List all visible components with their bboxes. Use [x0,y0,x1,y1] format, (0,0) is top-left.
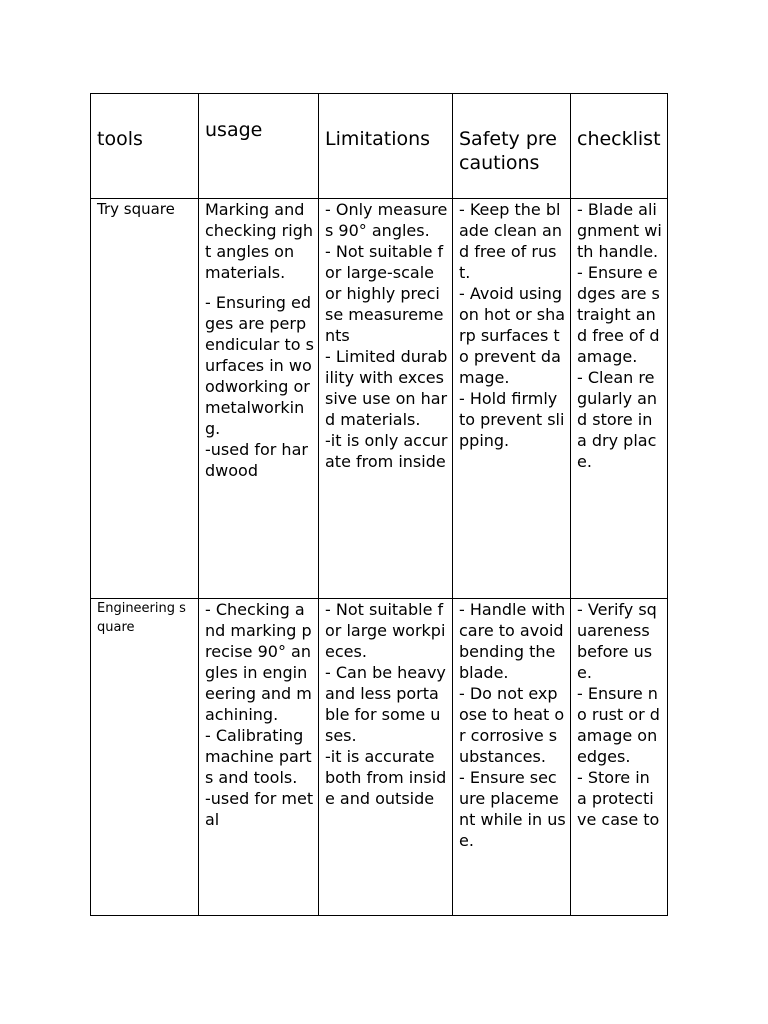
usage-cell [199,199,319,599]
usage-text: - Ensuring edges are perpendicular to surfaces in woodworking or metalworking. -used for hardwood [205,293,314,480]
safety-cell: - Keep the blade clean and free of rust. - Avoid using on hot or sharp surfaces to prevent damage. - Hold firmly to prevent slipping. [453,199,571,599]
safety-cell: - Handle with care to avoid bending the blade. - Do not expose to heat or corrosive substances. - Ensure secure placement while in use. [453,599,571,916]
table-row [91,199,668,599]
header-tools: tools [91,94,199,199]
tool-name-cell: Try square [91,199,199,599]
limitations-cell: - Not suitable for large workpieces. - Can be heavy and less portable for some uses. -it is accurate both from inside and outside [319,599,453,916]
tools-table [90,93,668,916]
tool-name-cell: Engineering square [91,599,199,916]
header-row [91,94,668,199]
header-limitations: Limitations [319,94,453,199]
header-checklist: checklist [571,94,668,199]
table-row [91,599,668,916]
header-safety-precautions: Safety precautions [453,94,571,199]
usage-text: Marking and checking right angles on materials. [205,200,313,282]
limitations-cell: - Only measures 90° angles. - Not suitable for large-scale or highly precise measurements - Limited durability with excessive use on hard materials. -it is only accurate from inside [319,199,453,599]
header-usage: usage [199,94,319,199]
checklist-cell: - Verify squareness before use. - Ensure no rust or damage on edges. - Store in a protective case to [571,599,668,916]
usage-cell: - Checking and marking precise 90° angles in engineering and machining. - Calibrating machine parts and tools. -used for metal [199,599,319,916]
checklist-cell: - Blade alignment with handle. - Ensure edges are straight and free of damage. - Clean regularly and store in a dry place. [571,199,668,599]
